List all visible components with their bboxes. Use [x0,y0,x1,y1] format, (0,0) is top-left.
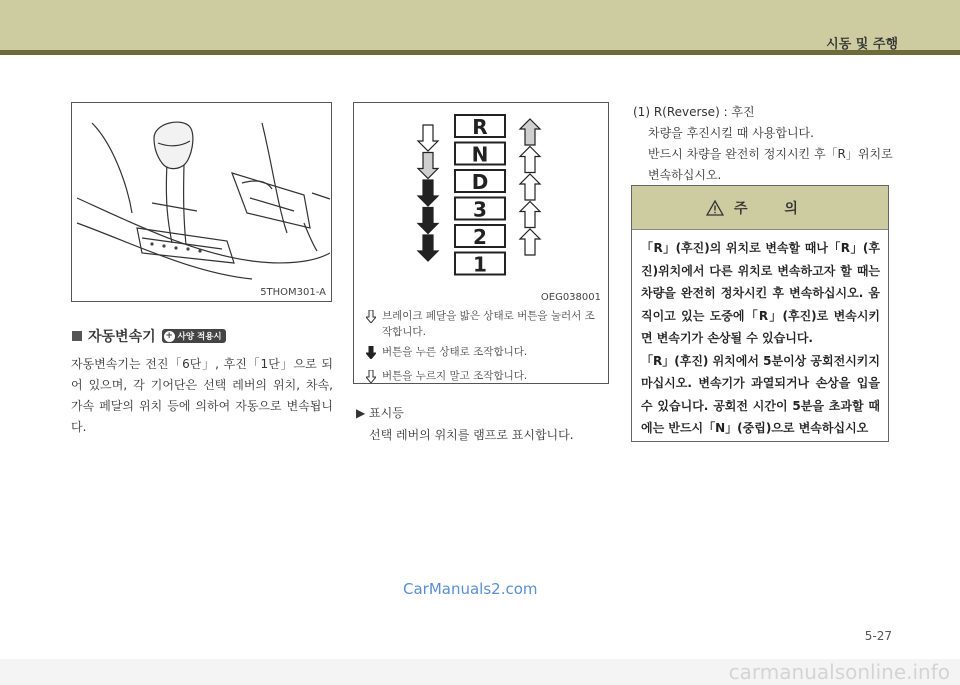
chapter-title: 시동 및 주행 [826,37,898,52]
reverse-item-line: 차량을 후진시킬 때 사용합니다. [648,126,814,140]
outline-down-arrow-icon [418,153,438,179]
reverse-item-title: (1) R(Reverse) : 후진 [633,105,755,119]
outline-down-arrow-icon [366,310,382,328]
header-rule [0,50,960,55]
reverse-item [633,102,893,186]
legend-text: 버튼을 누르지 말고 조작합니다. [382,370,528,382]
option-badge-label: 사양 적용시 [177,332,222,342]
figure-caption: OEG038001 [540,292,601,303]
section-title: 자동변속기 [88,329,156,345]
solid-down-arrow-icon [418,208,438,234]
gear-lever-figure [71,102,332,302]
solid-down-arrow-icon [418,180,438,206]
outline-down-arrow-icon [418,125,438,151]
outline-up-arrow-icon [520,119,540,145]
option-badge [162,329,226,343]
gear-position-figure [353,102,609,384]
outline-up-arrow-icon [520,147,540,173]
caution-title: 주 의 [734,200,814,217]
gear-position-label: 1 [473,252,487,277]
legend-item [366,344,602,364]
header-band [0,0,960,50]
indicator-description: 선택 레버의 위치를 램프로 표시합니다. [369,428,574,442]
plus-circle-icon: + [165,330,173,341]
outline-up-arrow-icon [520,229,540,255]
legend-item [366,368,602,388]
caution-box [631,185,889,442]
solid-down-arrow-icon [366,346,382,364]
footer-watermark: carmanualsonline.info [728,660,950,684]
gear-position-diagram [354,103,608,288]
warning-triangle-icon [706,200,724,216]
outline-down-arrow-icon [366,370,382,388]
legend-text: 버튼을 누른 상태로 조작합니다. [382,346,528,358]
gear-position-label: 3 [473,197,487,222]
solid-down-arrow-icon [418,235,438,261]
gear-position-label: D [471,170,489,194]
caution-header [632,186,888,230]
gear-position-label: 2 [473,225,487,249]
outline-up-arrow-icon [520,202,540,228]
caution-body [632,230,888,440]
gear-lever-illustration [72,103,331,283]
figure-caption: 5THOM301-A [260,287,326,298]
caution-paragraph: 「R」(후진) 위치에서 5분이상 공회전시키지 마십시오. 변속기가 과열되거나 손상을 입을 수 있습니다. 공회전 시간이 5분을 초과할 때에는 반드시「N」(중립)으로 변속하십시오 [641,353,880,435]
outline-up-arrow-icon [520,174,540,200]
page-number: 5-27 [864,629,892,643]
indicator-label: ▶ 표시등 [356,406,404,420]
watermark-link[interactable]: CarManuals2.com [403,580,538,598]
section-body: 자동변속기는 전진「6단」, 후진「1단」으로 되어 있으며, 각 기어단은 선택 레버의 위치, 차속, 가속 페달의 위치 등에 의하여 자동으로 변속됩니다. [71,357,333,434]
arrow-legend [366,308,602,392]
section-heading [72,326,226,346]
footer-watermark-bar [0,659,960,685]
caution-paragraph: 「R」(후진)의 위치로 변속할 때나「R」(후진)위치에서 다른 위치로 변속하고자 할 때는 차량을 완전히 정차시킨 후 변속하십시오. 움직이고 있는 도중에「R」(후진)로 변속시키면 변속기가 손상될 수 있습니다. [641,241,880,345]
square-bullet-icon [72,331,82,341]
gear-position-label: N [471,142,489,167]
legend-text: 브레이크 페달을 밟은 상태로 버튼을 눌러서 조작합니다. [382,310,595,338]
legend-item [366,308,602,340]
reverse-item-line: 반드시 차량을 완전히 정지시킨 후「R」위치로 변속하십시오. [648,147,893,182]
gear-position-label: R [472,115,488,139]
